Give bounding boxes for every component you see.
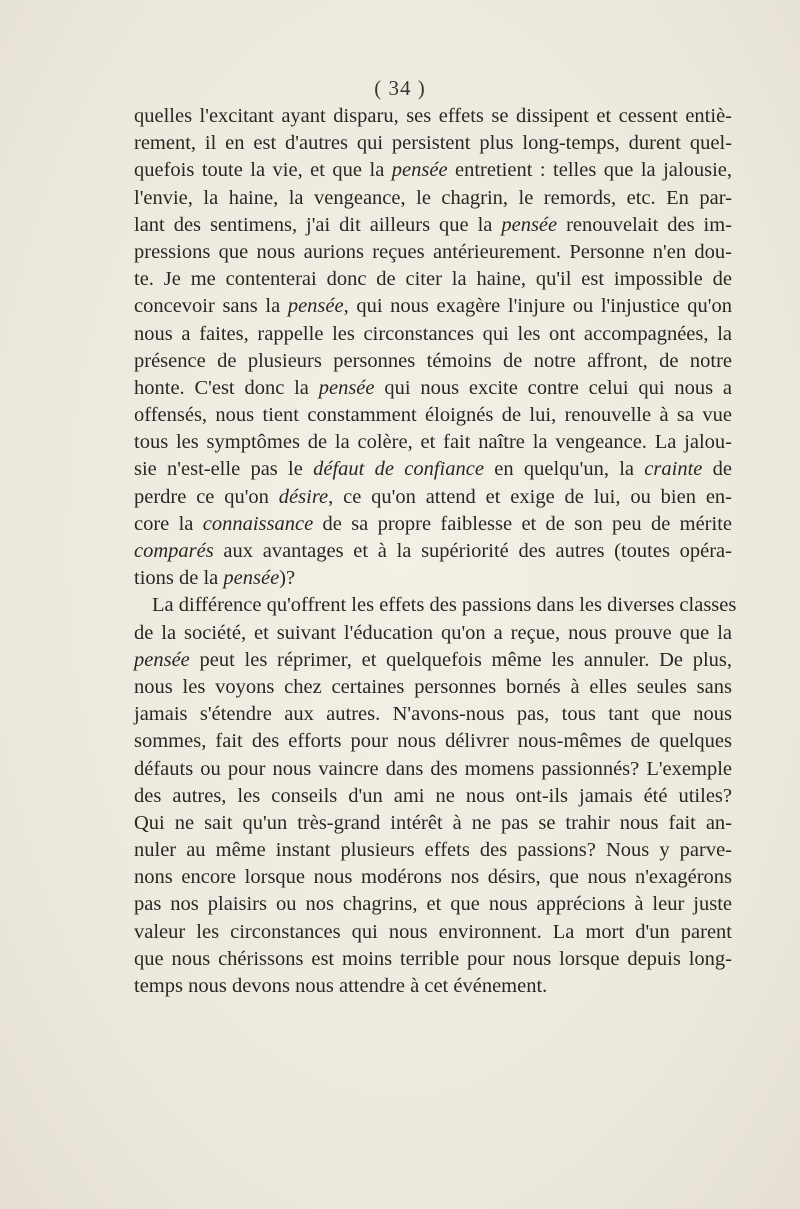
text-line: défauts ou pour nous vaincre dans des momens passionnés? L'exemple	[134, 757, 732, 780]
text-line: que nous chérissons est moins terrible pour nous lorsque depuis long-	[134, 947, 732, 970]
text-line: lant des sentimens, j'ai dit ailleurs que la pensée renouvelait des im-	[134, 213, 732, 236]
italic-term: désire	[278, 485, 329, 508]
text-line: nous les voyons chez certaines personnes bornés à elles seules sans	[134, 675, 732, 698]
text-line: La différence qu'offrent les effets des passions dans les diverses classes	[152, 594, 737, 617]
text-line: concevoir sans la pensée, qui nous exagère l'injure ou l'injustice qu'on	[134, 295, 732, 318]
paragraph	[134, 592, 737, 1000]
italic-term: pensée	[287, 295, 344, 318]
text-line: tous les symptômes de la colère, et fait naître la vengeance. La jalou-	[134, 431, 732, 454]
text-line: quelles l'excitant ayant disparu, ses effets se dissipent et cessent entiè-	[134, 105, 732, 127]
text-line: comparés aux avantages et à la supériorité des autres (toutes opéra-	[134, 540, 732, 562]
italic-term: pensée	[134, 648, 190, 671]
text-line: pensée peut les réprimer, et quelquefois même les annuler. De plus,	[134, 648, 732, 671]
italic-term: pensée	[223, 567, 280, 590]
text-line: nuler au même instant plusieurs effets des passions? Nous y parve-	[134, 839, 732, 862]
text-line: core la connaissance de sa propre faiblesse et de son peu de mérite	[134, 512, 732, 535]
text-line: valeur les circonstances qui nous environnent. La mort d'un parent	[134, 920, 732, 943]
italic-term: pensée	[391, 159, 448, 182]
text-line: nous a faites, rappelle les circonstances qui les ont accompagnées, la	[134, 322, 732, 345]
italic-term: pensée	[501, 213, 558, 236]
text-line: sie n'est-elle pas le défaut de confiance en quelqu'un, la crainte de	[134, 458, 732, 481]
text-line: sommes, fait des efforts pour nous délivrer nous-mêmes de quelques	[134, 730, 732, 753]
text-line: l'envie, la haine, la vengeance, le chagrin, le remords, etc. En par-	[134, 186, 732, 209]
text-line: pas nos plaisirs ou nos chagrins, et que nous apprécions à leur juste	[134, 893, 732, 916]
text-line: pressions que nous aurions reçues antérieurement. Personne n'en dou-	[134, 240, 732, 263]
text-line: rement, il en est d'autres qui persistent plus long-temps, durent quel-	[134, 132, 732, 155]
page-number: ( 34 )	[374, 76, 426, 100]
text-line: nons encore lorsque nous modérons nos désirs, que nous n'exagérons	[134, 866, 732, 889]
body-text	[134, 103, 737, 1000]
text-line: jamais s'étendre aux autres. N'avons-nous pas, tous tant que nous	[134, 703, 732, 726]
text-line: honte. C'est donc la pensée qui nous excite contre celui qui nous a	[134, 376, 732, 399]
italic-term: défaut de confiance	[313, 458, 484, 481]
text-line: te. Je me contenterai donc de citer la haine, qu'il est impossible de	[134, 268, 732, 291]
text-line: perdre ce qu'on désire, ce qu'on attend et exige de lui, ou bien en-	[134, 485, 732, 508]
italic-term: connaissance	[202, 512, 314, 535]
text-line: de la société, et suivant l'éducation qu'on a reçue, nous prouve que la	[134, 621, 732, 644]
italic-term: pensée	[318, 376, 375, 399]
paragraph	[134, 103, 732, 592]
italic-term: crainte	[644, 458, 703, 481]
text-line: offensés, nous tient constamment éloignés de lui, renouvelle à sa vue	[134, 404, 732, 427]
text-line: tions de la pensée)?	[134, 567, 296, 590]
text-line: temps nous devons nous attendre à cet événement.	[134, 975, 548, 997]
text-line: présence de plusieurs personnes témoins de notre affront, de notre	[134, 349, 732, 372]
text-line: des autres, les conseils d'un ami ne nous ont-ils jamais été utiles?	[134, 784, 732, 807]
italic-term: comparés	[134, 540, 214, 562]
text-line: quefois toute la vie, et que la pensée entretient : telles que la jalousie,	[134, 159, 732, 182]
text-line: Qui ne sait qu'un très-grand intérêt à ne pas se trahir nous fait an-	[134, 811, 732, 834]
